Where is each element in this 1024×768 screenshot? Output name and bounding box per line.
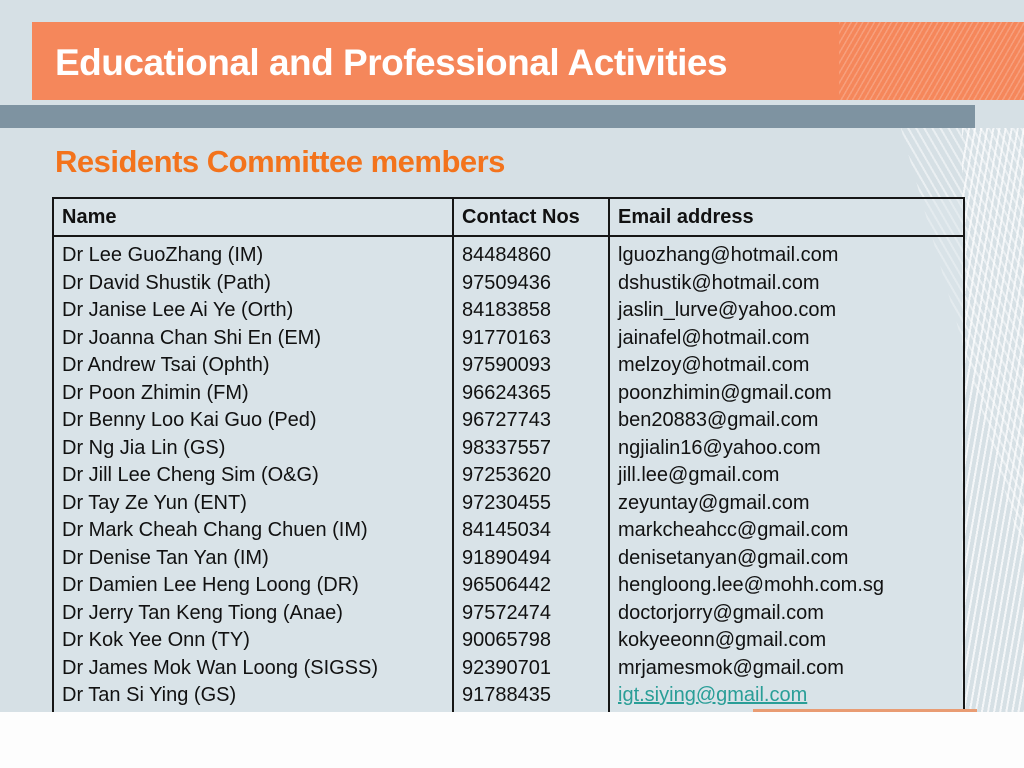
member-contact: 91788435 [462, 684, 551, 706]
member-email: markcheahcc@gmail.com [618, 519, 849, 541]
member-email: poonzhimin@gmail.com [618, 381, 832, 404]
member-name: Dr James Mok Wan Loong (SIGSS) [62, 656, 379, 679]
member-name: Dr Tan Si Ying (GS) [62, 684, 237, 706]
member-name: Dr Lee GuoZhang (IM) [62, 244, 264, 266]
member-name: Dr Ng Jia Lin (GS) [62, 436, 226, 459]
member-name: Dr Denise Tan Yan (IM) [62, 546, 269, 569]
member-contact: 98337557 [462, 436, 551, 459]
member-contact: 97572474 [462, 601, 551, 624]
member-name: Dr Jill Lee Cheng Sim (O&G) [62, 464, 319, 486]
member-contact: 84145034 [462, 519, 551, 541]
member-contact: 92390701 [462, 656, 551, 679]
contact-column [454, 237, 610, 716]
member-email: ngjialin16@yahoo.com [618, 436, 821, 459]
member-email: lguozhang@hotmail.com [618, 244, 839, 266]
member-contact: 96727743 [462, 409, 551, 431]
email-column [610, 237, 963, 716]
member-email [618, 682, 963, 710]
member-contact: 84183858 [462, 299, 551, 321]
member-contact: 97253620 [462, 464, 551, 486]
column-header-email: Email address [618, 205, 754, 228]
member-email: kokyeeonn@gmail.com [618, 629, 827, 651]
table-header-row [54, 199, 963, 237]
member-name: Dr Janise Lee Ai Ye (Orth) [62, 299, 294, 321]
member-contact: 91890494 [462, 546, 551, 569]
column-header-contact: Contact Nos [454, 199, 610, 235]
section-heading: Residents Committee members [55, 144, 505, 179]
member-name: Dr Joanna Chan Shi En (EM) [62, 326, 322, 349]
column-header-name: Name [54, 199, 454, 235]
name-column [54, 237, 454, 716]
banner-hatch-pattern [839, 22, 1024, 100]
member-email-link[interactable]: igt.siying@gmail.com [618, 684, 808, 706]
members-table [52, 197, 965, 718]
member-email: jaslin_lurve@yahoo.com [618, 299, 837, 321]
member-contact: 96506442 [462, 574, 551, 596]
member-contact: 97230455 [462, 491, 551, 514]
member-name: Dr Poon Zhimin (FM) [62, 381, 249, 404]
table-body [54, 237, 963, 716]
member-name: Dr David Shustik (Path) [62, 271, 271, 294]
member-contact: 96624365 [462, 381, 551, 404]
member-email: jill.lee@gmail.com [618, 464, 780, 486]
member-email: dshustik@hotmail.com [618, 271, 820, 294]
member-email: zeyuntay@gmail.com [618, 491, 810, 514]
member-contact: 90065798 [462, 629, 551, 651]
bottom-accent-line [753, 709, 977, 712]
member-contact: 84484860 [462, 244, 551, 266]
member-name: Dr Benny Loo Kai Guo (Ped) [62, 409, 317, 431]
member-name: Dr Kok Yee Onn (TY) [62, 629, 250, 651]
member-name: Dr Mark Cheah Chang Chuen (IM) [62, 519, 368, 541]
slide-title: Educational and Professional Activities [55, 42, 728, 83]
member-contact: 97590093 [462, 354, 551, 376]
member-email: ben20883@gmail.com [618, 409, 819, 431]
member-name: Dr Damien Lee Heng Loong (DR) [62, 574, 359, 596]
member-contact: 91770163 [462, 326, 551, 349]
bottom-margin [0, 712, 1024, 768]
member-email: doctorjorry@gmail.com [618, 601, 824, 624]
member-email: mrjamesmok@gmail.com [618, 656, 844, 679]
member-name: Dr Jerry Tan Keng Tiong (Anae) [62, 601, 343, 624]
member-email: melzoy@hotmail.com [618, 354, 810, 376]
member-email: denisetanyan@gmail.com [618, 546, 849, 569]
member-name: Dr Tay Ze Yun (ENT) [62, 491, 247, 514]
member-email: jainafel@hotmail.com [618, 326, 810, 349]
title-banner [32, 22, 1024, 100]
divider-bar [0, 105, 975, 128]
member-name: Dr Andrew Tsai (Ophth) [62, 354, 270, 376]
member-email: hengloong.lee@mohh.com.sg [618, 574, 885, 596]
member-contact: 97509436 [462, 271, 551, 294]
